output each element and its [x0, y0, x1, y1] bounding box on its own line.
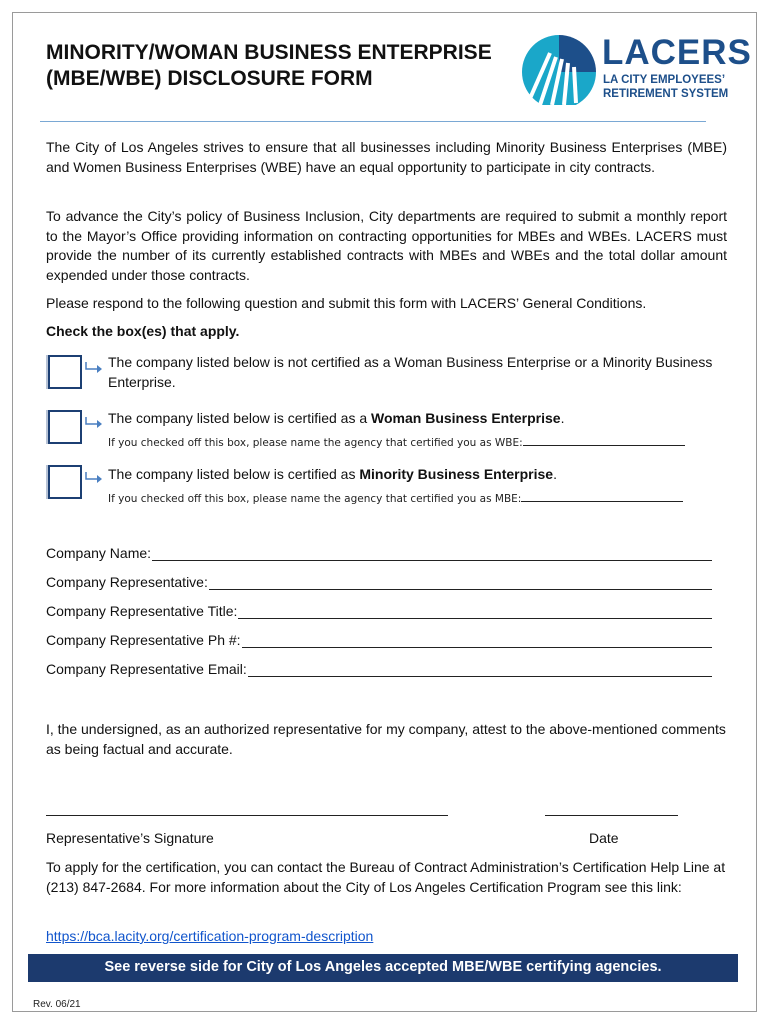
- checkbox-not-certified[interactable]: [46, 353, 86, 393]
- wbe-agency-text: If you checked off this box, please name the agency that certified you as WBE:: [108, 437, 523, 449]
- wbe-agency-prompt: [108, 435, 685, 449]
- signature-label: Representative’s Signature: [46, 830, 214, 846]
- company-name-row: [46, 545, 712, 561]
- title-line-2: (MBE/WBE) DISCLOSURE FORM: [46, 67, 373, 90]
- signature-field[interactable]: [46, 815, 448, 816]
- company-rep-phone-row: [46, 632, 712, 648]
- title-line-1: MINORITY/WOMAN BUSINESS ENTERPRISE: [46, 41, 492, 64]
- certification-info: To apply for the certification, you can contact the Bureau of Contract Administration’s Certification Help Line at (213) 847-2684. For more information about the City of Los Angeles Certification Program see this link:: [46, 859, 726, 895]
- company-rep-title-label: Company Representative Title:: [46, 603, 238, 619]
- arrow-right-icon: [84, 361, 104, 375]
- lacers-logo: [520, 33, 752, 105]
- arrow-right-icon: [84, 416, 104, 430]
- company-rep-email-label: Company Representative Email:: [46, 661, 247, 677]
- option-wbe-label: [108, 409, 718, 429]
- form-title: [46, 40, 492, 92]
- option-mbe-prefix: The company listed below is certified as: [108, 466, 360, 482]
- company-rep-field[interactable]: [209, 576, 712, 590]
- checkbox-heading: Check the box(es) that apply.: [46, 323, 240, 339]
- company-rep-title-row: [46, 603, 712, 619]
- company-name-label: Company Name:: [46, 545, 152, 561]
- option-wbe-prefix: The company listed below is certified as a: [108, 410, 372, 426]
- logo-subtitle: [603, 73, 728, 101]
- header-divider: [40, 121, 706, 122]
- mbe-agency-text: If you checked off this box, please name the agency that certified you as MBE:: [108, 493, 522, 505]
- checkbox-box[interactable]: [48, 355, 82, 389]
- lacers-sun-icon: [520, 33, 598, 105]
- reverse-side-banner: See reverse side for City of Los Angeles accepted MBE/WBE certifying agencies.: [28, 954, 738, 982]
- logo-sub-line-1: LA CITY EMPLOYEES’: [603, 74, 726, 86]
- company-rep-email-field[interactable]: [248, 663, 712, 677]
- wbe-agency-field[interactable]: [523, 435, 685, 446]
- intro-paragraph-2: To advance the City’s policy of Business Inclusion, City departments are required to submit a monthly report to the Mayor’s Office providing information on contracting opportunities for MBEs and WBEs. LACERS must provide the number of its currently established contracts with MBEs and WBEs and the total dollar amount expended under those contracts.: [46, 208, 727, 283]
- checkbox-mbe[interactable]: [46, 463, 86, 503]
- company-rep-phone-label: Company Representative Ph #:: [46, 632, 241, 648]
- checkbox-box[interactable]: [48, 410, 82, 444]
- option-wbe-bold: Woman Business Enterprise: [371, 410, 561, 426]
- intro-paragraph-3: Please respond to the following question and submit this form with LACERS’ General Conditions.: [46, 295, 647, 311]
- option-mbe-bold: Minority Business Enterprise: [359, 466, 554, 482]
- date-field[interactable]: [545, 815, 678, 816]
- mbe-agency-field[interactable]: [521, 491, 683, 502]
- option-wbe-suffix: .: [560, 410, 565, 426]
- option-mbe-suffix: .: [553, 466, 557, 482]
- logo-sub-line-2: RETIREMENT SYSTEM: [603, 88, 729, 100]
- company-rep-title-field[interactable]: [238, 605, 712, 619]
- checkbox-box[interactable]: [48, 465, 82, 499]
- mbe-agency-prompt: [108, 491, 683, 505]
- arrow-right-icon: [84, 471, 104, 485]
- company-rep-email-row: [46, 661, 712, 677]
- company-name-field[interactable]: [152, 547, 712, 561]
- company-rep-phone-field[interactable]: [242, 634, 712, 648]
- intro-paragraph-1: The City of Los Angeles strives to ensure that all businesses including Minority Business Enterprises (MBE) and Women Business Enterprises (WBE) have an equal opportunity to participate in city contracts.: [46, 139, 727, 175]
- company-rep-row: [46, 574, 712, 590]
- logo-name: LACERS: [602, 33, 752, 72]
- checkbox-wbe[interactable]: [46, 408, 86, 448]
- option-mbe-label: [108, 465, 718, 485]
- date-label: Date: [589, 830, 619, 846]
- attestation-text: I, the undersigned, as an authorized representative for my company, attest to the above-mentioned comments as being factual and accurate.: [46, 721, 726, 757]
- certification-link[interactable]: https://bca.lacity.org/certification-program-description: [46, 928, 374, 944]
- revision-label: Rev. 06/21: [33, 999, 81, 1010]
- option-not-certified-label: The company listed below is not certified as a Woman Business Enterprise or a Minority Business Enterprise.: [108, 354, 713, 390]
- company-rep-label: Company Representative:: [46, 574, 208, 590]
